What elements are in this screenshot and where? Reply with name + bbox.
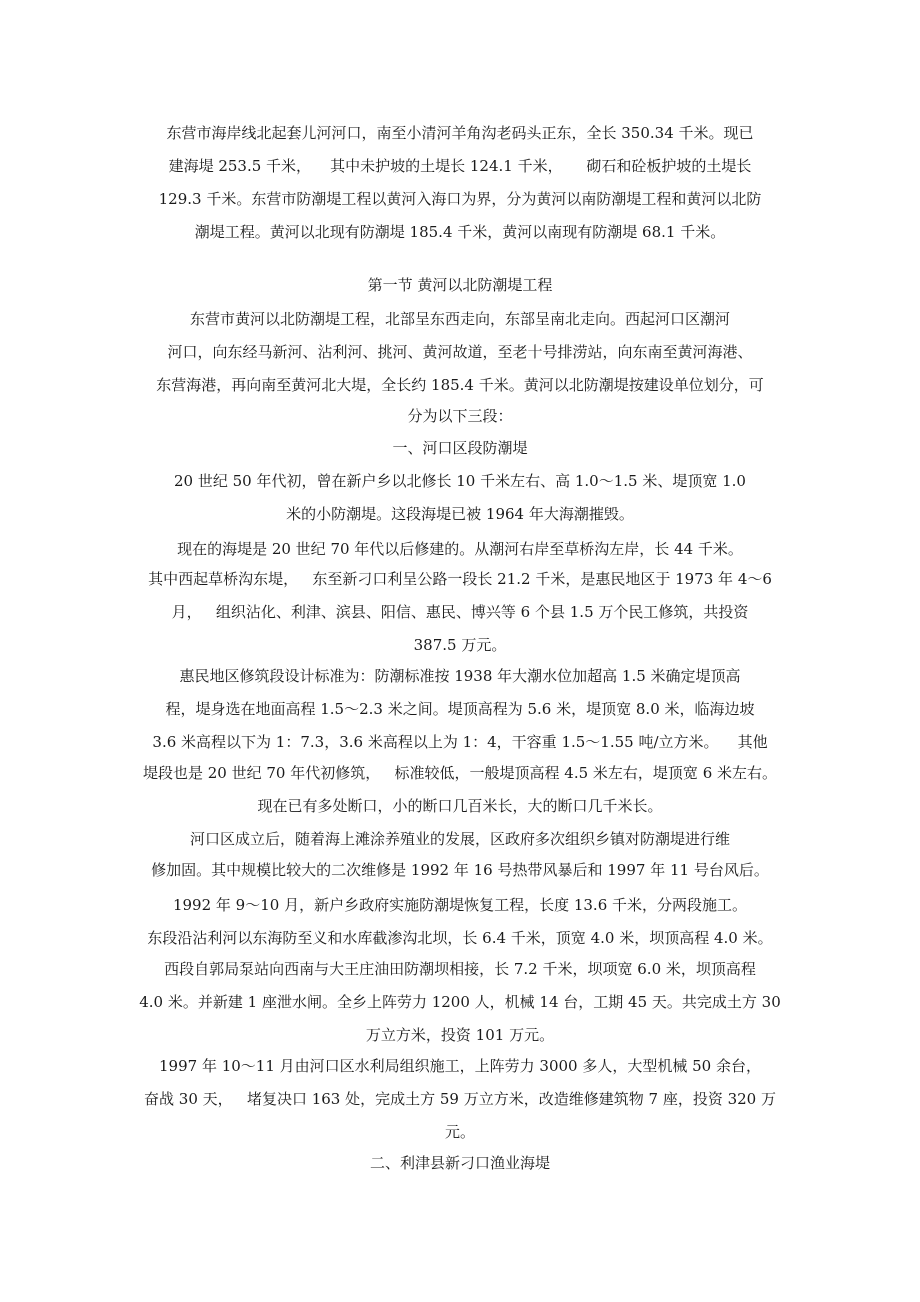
- text-line: 潮堤工程。黄河以北现有防潮堤 185.4 千米，黄河以南现有防潮堤 68.1 千米。: [194, 223, 726, 241]
- text-line: 4.0 米。并新建 1 座泄水闸。全乡上阵劳力 1200 人，机械 14 台，工期 45 天。共完成土方 30: [139, 993, 781, 1011]
- subsection-heading: 二、利津县新刁口渔业海堤: [369, 1154, 550, 1172]
- text-line: 1992 年 9～10 月，新户乡政府实施防潮堤恢复工程，长度 13.6 千米，分两段施工。: [172, 896, 748, 914]
- section-title: 第一节 黄河以北防潮堤工程: [367, 276, 553, 294]
- text-line: 堤段也是 20 世纪 70 年代初修筑， 标准较低，一般堤顶高程 4.5 米左右，堤顶宽 6 米左右。: [142, 764, 778, 782]
- text-line: 建海堤 253.5 千米， 其中未护坡的土堤长 124.1 千米， 砌石和砼板护坡的土堤长: [168, 157, 752, 175]
- text-line: 西段自郭局泵站向西南与大王庄油田防潮坝相接，长 7.2 千米，坝项宽 6.0 米，坝顶高程: [164, 960, 756, 978]
- text-line: 米的小防潮堤。这段海堤已被 1964 年大海潮摧毁。: [286, 505, 634, 523]
- text-line: 万立方米，投资 101 万元。: [365, 1026, 555, 1044]
- text-line: 分为以下三段：: [407, 407, 513, 425]
- text-line: 其中西起草桥沟东堤， 东至新刁口利呈公路一段长 21.2 千米，是惠民地区于 1973 年 4～6: [148, 570, 772, 588]
- text-line: 东营海港，再向南至黄河北大堤，全长约 185.4 千米。黄河以北防潮堤按建设单位划分，可: [156, 376, 764, 394]
- text-line: 129.3 千米。东营市防潮堤工程以黄河入海口为界，分为黄河以南防潮堤工程和黄河以北防: [158, 190, 762, 208]
- text-line: 元。: [444, 1123, 475, 1141]
- text-line: 程，堤身选在地面高程 1.5～2.3 米之间。堤顶高程为 5.6 米，堤顶宽 8.0 米，临海边坡: [165, 700, 755, 718]
- text-line: 东段沿沾利河以东海防至义和水库截渗沟北坝，长 6.4 千米，顶宽 4.0 米，坝顶高程 4.0 米。: [147, 929, 773, 947]
- text-line: 奋战 30 天， 堵复决口 163 处，完成土方 59 万立方米，改造维修建筑物 7 座，投资 320 万: [144, 1090, 776, 1108]
- text-line: 现在的海堤是 20 世纪 70 年代以后修建的。从潮河右岸至草桥沟左岸，长 44 千米。: [177, 540, 743, 558]
- text-line: 20 世纪 50 年代初，曾在新户乡以北修长 10 千米左右、高 1.0～1.5 米、堤顶宽 1.0: [174, 472, 746, 490]
- text-line: 387.5 万元。: [413, 636, 507, 654]
- text-line: 月， 组织沾化、利津、滨县、阳信、惠民、博兴等 6 个县 1.5 万个民工修筑，共投资: [171, 603, 749, 621]
- text-line: 惠民地区修筑段设计标准为：防潮标准按 1938 年大潮水位加超高 1.5 米确定堤顶高: [179, 667, 741, 685]
- text-line: 河口区成立后，随着海上滩涂养殖业的发展，区政府多次组织乡镇对防潮堤进行维: [189, 830, 730, 848]
- text-line: 现在已有多处断口，小的断口几百米长，大的断口几千米长。: [257, 797, 663, 815]
- subsection-heading: 一、河口区段防潮堤: [392, 439, 528, 457]
- text-line: 修加固。其中规模比较大的二次维修是 1992 年 16 号热带风暴后和 1997 年 11 号台风后。: [151, 861, 769, 879]
- text-line: 东营市黄河以北防潮堤工程，北部呈东西走向，东部呈南北走向。西起河口区潮河: [189, 310, 730, 328]
- text-line: 1997 年 10～11 月由河口区水利局组织施工，上阵劳力 3000 多人，大型机械 50 余台，: [159, 1057, 761, 1075]
- text-line: 3.6 米高程以下为 1：7.3，3.6 米高程以上为 1：4，干容重 1.5～1.55 吨/立方米。 其他: [152, 733, 768, 751]
- text-line: 东营市海岸线北起套儿河河口，南至小清河羊角沟老码头正东，全长 350.34 千米。现已: [166, 124, 754, 142]
- text-line: 河口，向东经马新河、沾利河、挑河、黄河故道，至老十号排涝站，向东南至黄河海港、: [167, 343, 753, 361]
